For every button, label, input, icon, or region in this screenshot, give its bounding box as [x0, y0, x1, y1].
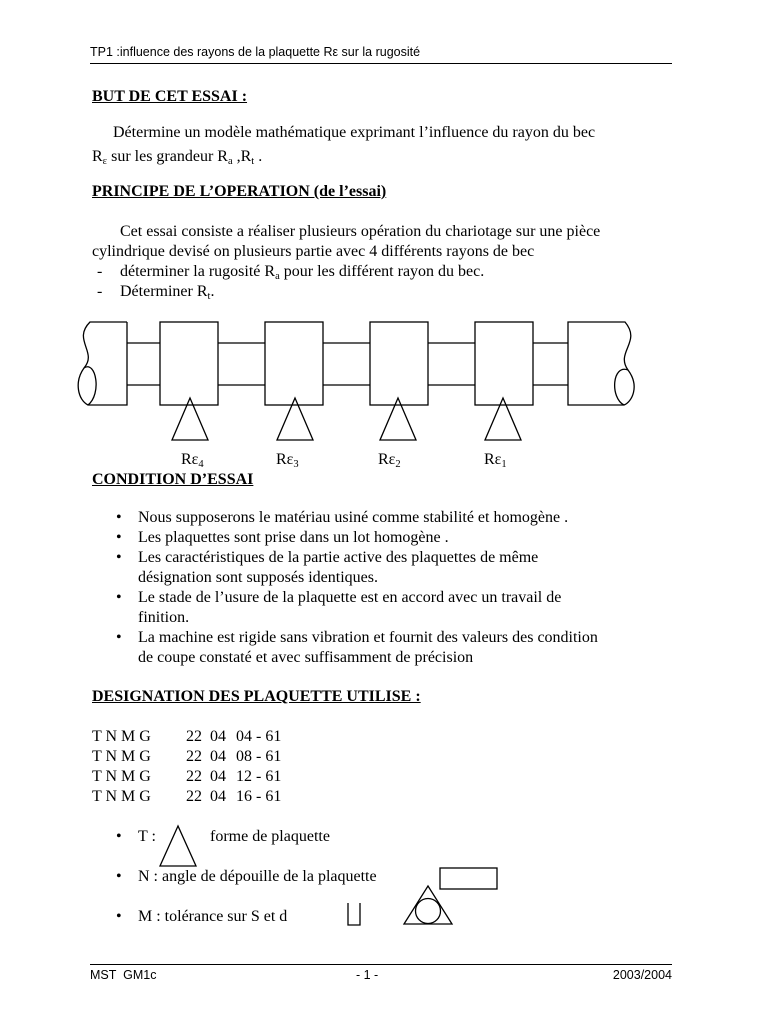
designation-c3: 08 - 61 [236, 748, 282, 765]
shaft-section-4 [160, 322, 218, 405]
designation-c1: 22 [186, 728, 202, 745]
shaft-neck [533, 343, 568, 385]
bullet: • [116, 529, 122, 546]
condition-item-continued: désignation sont supposés identiques. [138, 569, 378, 586]
shaft-neck [323, 343, 370, 385]
designation-c2: 04 [210, 748, 226, 765]
text-fragment: pour les différent rayon du bec. [279, 263, 485, 280]
shaft-left-end [78, 322, 127, 405]
text-fragment: ,R [232, 148, 252, 165]
designation-c3: 12 - 61 [236, 768, 282, 785]
subscript: a [275, 271, 280, 282]
shaft-break-loop-right [615, 369, 628, 405]
text-fragment: déterminer la rugosité R [120, 263, 276, 280]
insert-triangle-icon [380, 398, 416, 440]
footer-right: 2003/2004 [612, 968, 672, 982]
bullet: • [116, 509, 122, 526]
page-header-title: TP1 :influence des rayons de la plaquette Rε sur la rugosité [90, 45, 421, 59]
shaft-section-3 [265, 322, 323, 405]
insert-triangle-icon [172, 398, 208, 440]
designation-row [0, 787, 768, 807]
designation-c1: 22 [186, 768, 202, 785]
label-base: Rε [378, 451, 396, 468]
bullet: • [116, 868, 122, 885]
legend-label-m: M : tolérance sur S et d [138, 908, 288, 925]
subscript: a [227, 156, 233, 167]
designation-c1: 22 [186, 788, 202, 805]
designation-code: T N M G [92, 768, 151, 785]
condition-item-continued: de coupe constaté et avec suffisamment de précision [138, 649, 474, 666]
designation-c2: 04 [210, 728, 226, 745]
condition-item: Les caractéristiques de la partie active des plaquettes de même [138, 549, 539, 566]
bullet: • [116, 589, 122, 606]
shaft-neck [218, 343, 265, 385]
subscript: ε [102, 156, 108, 167]
insert-label [378, 450, 401, 470]
legend-label-n: N : angle de dépouille de la plaquette [138, 868, 377, 885]
footer-left: MST GM1c [90, 968, 157, 982]
step-dash: - [97, 263, 103, 280]
designation-row [0, 767, 768, 787]
designation-code: T N M G [92, 728, 151, 745]
label-base: Rε [484, 451, 502, 468]
subscript: 2 [395, 459, 401, 470]
insert-triangle-icon [277, 398, 313, 440]
bullet: • [116, 908, 122, 925]
condition-item: Nous supposerons le matériau usiné comme stabilité et homogène . [138, 509, 569, 526]
legend-desc-t: forme de plaquette [210, 828, 330, 845]
bullet: • [116, 828, 122, 845]
principle-line-1: Cet essai consiste a réaliser plusieurs opération du chariotage sur une pièce [120, 223, 601, 240]
shaft-break-loop-left [84, 367, 96, 405]
section-heading-objective: BUT DE CET ESSAI : [92, 88, 248, 105]
subscript: t [251, 156, 255, 167]
objective-line-2 [92, 147, 262, 167]
subscript: 4 [198, 459, 204, 470]
section-heading-conditions: CONDITION D’ESSAI [92, 471, 254, 488]
text-fragment: . [254, 148, 263, 165]
condition-item: La machine est rigide sans vibration et fournit des valeurs des condition [138, 629, 598, 646]
shaft-neck [127, 343, 160, 385]
label-base: Rε [181, 451, 199, 468]
designation-row [0, 727, 768, 747]
text-fragment: R [92, 148, 103, 165]
condition-item: Les plaquettes sont prise dans un lot homogène . [138, 529, 449, 546]
section-heading-principle: PRINCIPE DE L’OPERATION (de l’essai) [92, 183, 387, 200]
objective-line-1: Détermine un modèle mathématique exprimant l’influence du rayon du bec [113, 124, 596, 141]
label-base: Rε [276, 451, 294, 468]
insert-label [181, 450, 204, 470]
subscript: t [207, 291, 211, 302]
condition-item-continued: finition. [138, 609, 190, 626]
footer-rule [90, 964, 672, 965]
designation-code: T N M G [92, 748, 151, 765]
subscript: 3 [293, 459, 299, 470]
legend-label-t: T : [138, 828, 156, 845]
triangle-circle-icon [402, 884, 456, 928]
header-rule [90, 63, 672, 64]
principle-line-2: cylindrique devisé on plusieurs partie avec 4 différents rayons de bec [92, 243, 535, 260]
insert-triangle-icon [485, 398, 521, 440]
shaft-section-1 [475, 322, 533, 405]
bullet: • [116, 629, 122, 646]
bullet: • [116, 549, 122, 566]
step-dash: - [97, 283, 103, 300]
step-text [120, 262, 484, 282]
footer-page-number: - 1 - [356, 968, 379, 982]
designation-c3: 16 - 61 [236, 788, 282, 805]
shaft-section-2 [370, 322, 428, 405]
shaft-diagram [60, 310, 650, 450]
section-heading-designation: DESIGNATION DES PLAQUETTE UTILISE : [92, 688, 421, 705]
insert-label [276, 450, 299, 470]
designation-code: T N M G [92, 788, 151, 805]
designation-c1: 22 [186, 748, 202, 765]
condition-item: Le stade de l’usure de la plaquette est en accord avec un travail de [138, 589, 562, 606]
text-fragment: sur les grandeur R [107, 148, 228, 165]
shaft-neck [428, 343, 475, 385]
designation-c2: 04 [210, 788, 226, 805]
shaft-right-end [568, 322, 634, 405]
step-text [120, 282, 214, 302]
triangle-icon [158, 824, 198, 868]
designation-row [0, 747, 768, 767]
designation-c3: 04 - 61 [236, 728, 282, 745]
designation-c2: 04 [210, 768, 226, 785]
subscript: 1 [501, 459, 507, 470]
u-shape-icon [345, 900, 363, 928]
insert-label [484, 450, 507, 470]
text-fragment: . [210, 283, 215, 300]
text-fragment: Déterminer R [120, 283, 208, 300]
